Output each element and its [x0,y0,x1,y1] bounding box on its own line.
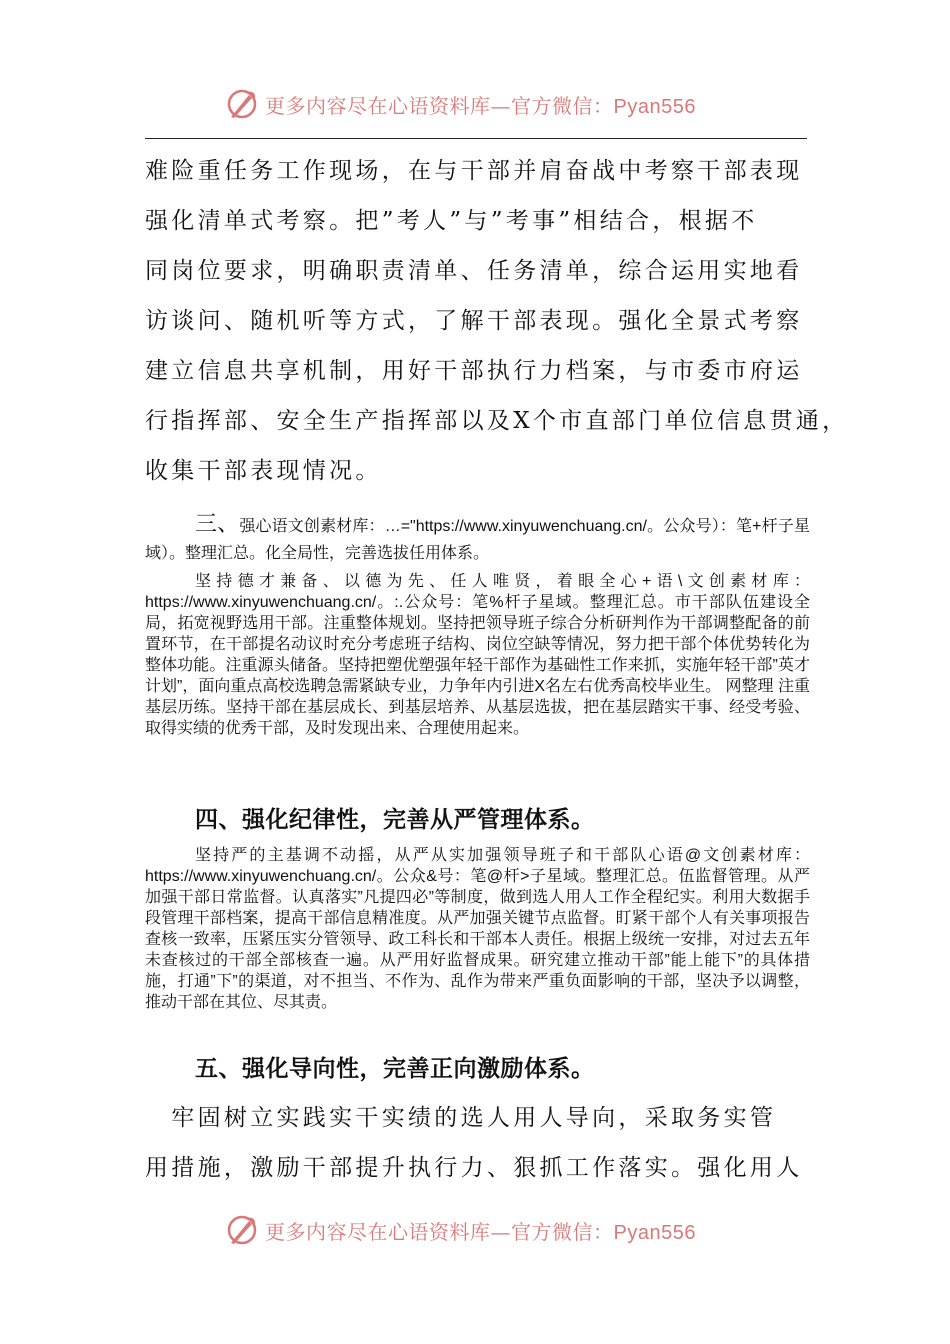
section-three-heading [145,510,810,567]
header-watermark [0,84,950,124]
continued-paragraph [145,146,849,496]
paragraph-line: 牢固树立实践实干实绩的选人用人导向，采取务实管 [145,1105,777,1131]
watermark-text: 更多内容尽在心语资料库—官方微信：Pyan556 [265,93,696,118]
paragraph-line: 强化清单式考察。把”考人”与”考事”相结合，根据不 [145,208,758,234]
section-three-heading-text: 强心语文创素材库：…="https://www.xinyuwenchuang.cn/。公众号）：笔+杆子星域）。整理汇总。化全局性，完善选拔任用体系。 [145,518,810,562]
section-three [145,510,810,739]
section-five-content [145,1093,810,1193]
section-three-number: 三、 [195,511,240,536]
paragraph-line: 难险重任务工作现场，在与干部并肩奋战中考察干部表现 [145,158,803,184]
paragraph-line: 收集干部表现情况。 [145,458,382,484]
paragraph-line: 用措施，激励干部提升执行力、狠抓工作落实。强化用人 [145,1155,803,1181]
paragraph-line: 同岗位要求，明确职责清单、任务清单，综合运用实地看 [145,258,803,284]
section-five [145,1052,810,1084]
section-four-heading: 四、强化纪律性，完善从严管理体系。 [195,806,595,832]
section-four [145,803,810,835]
paragraph-line: 访谈问、随机听等方式，了解干部表现。强化全景式考察 [145,308,803,334]
watermark-text: 更多内容尽在心语资料库—官方微信：Pyan556 [265,1219,696,1244]
paragraph-line: 建立信息共享机制，用好干部执行力档案，与市委市府运 [145,358,803,384]
watermark-wechat-id: Pyan556 [613,95,696,118]
header-divider [145,138,807,139]
watermark-wechat-id: Pyan556 [613,1221,696,1244]
footer-watermark [0,1210,950,1250]
section-five-heading: 五、强化导向性，完善正向激励体系。 [195,1055,595,1081]
section-four-content [145,845,810,1013]
section-three-body: 坚持德才兼备、以德为先、任人唯贤，着眼全心+语\文创素材库：https://www.xinyuwenchuang.cn/。:.公众号：笔%杆子星域。整理汇总。市干部队伍建设全局，拓宽视野选用干部。注重整体规划。坚持把领导班子综合分析研判作为干部调整配备的前置环节，在干部提名动议时充分考虑班子结构、岗位空缺等情况，努力把干部个体优势转化为整体功能。注重源头储备。坚持把塑优塑强年轻干部作为基础性工作来抓，实施年轻干部”英才计划”，面向重点高校选聘急需紧缺专业，力争年内引进X名左右优秀高校毕业生。 网整理 注重基层历练。坚持干部在基层成长、到基层培养、从基层选拔，把在基层踏实干事、经受考验、取得实绩的优秀干部，及时发现出来、合理使用起来。 [145,573,810,737]
section-four-body: 坚持严的主基调不动摇，从严从实加强领导班子和干部队心语@文创素材库：https://www.xinyuwenchuang.cn/。公众&号：笔@杆>子星域。整理汇总。伍监督管理。从严加强干部日常监督。认真落实”凡提四必”等制度，做到选人用人工作全程纪实。利用大数据手段管理干部档案，提高干部信息精准度。从严加强关键节点监督。盯紧干部个人有关事项报告查核一致率，压紧压实分管领导、政工科长和干部本人责任。根据上级统一安排，对过去五年未查核过的干部全部核查一遍。从严用好监督成果。研究建立推动干部”能上能下”的具体措施，打通”下”的渠道，对不担当、不作为、乱作为带来严重负面影响的干部，坚决予以调整，推动干部在其位、尽其责。 [145,847,810,1011]
quill-logo-icon [225,87,259,121]
paragraph-line: 行指挥部、安全生产指挥部以及X个市直部门单位信息贯通， [145,408,849,434]
quill-logo-icon [225,1213,259,1247]
